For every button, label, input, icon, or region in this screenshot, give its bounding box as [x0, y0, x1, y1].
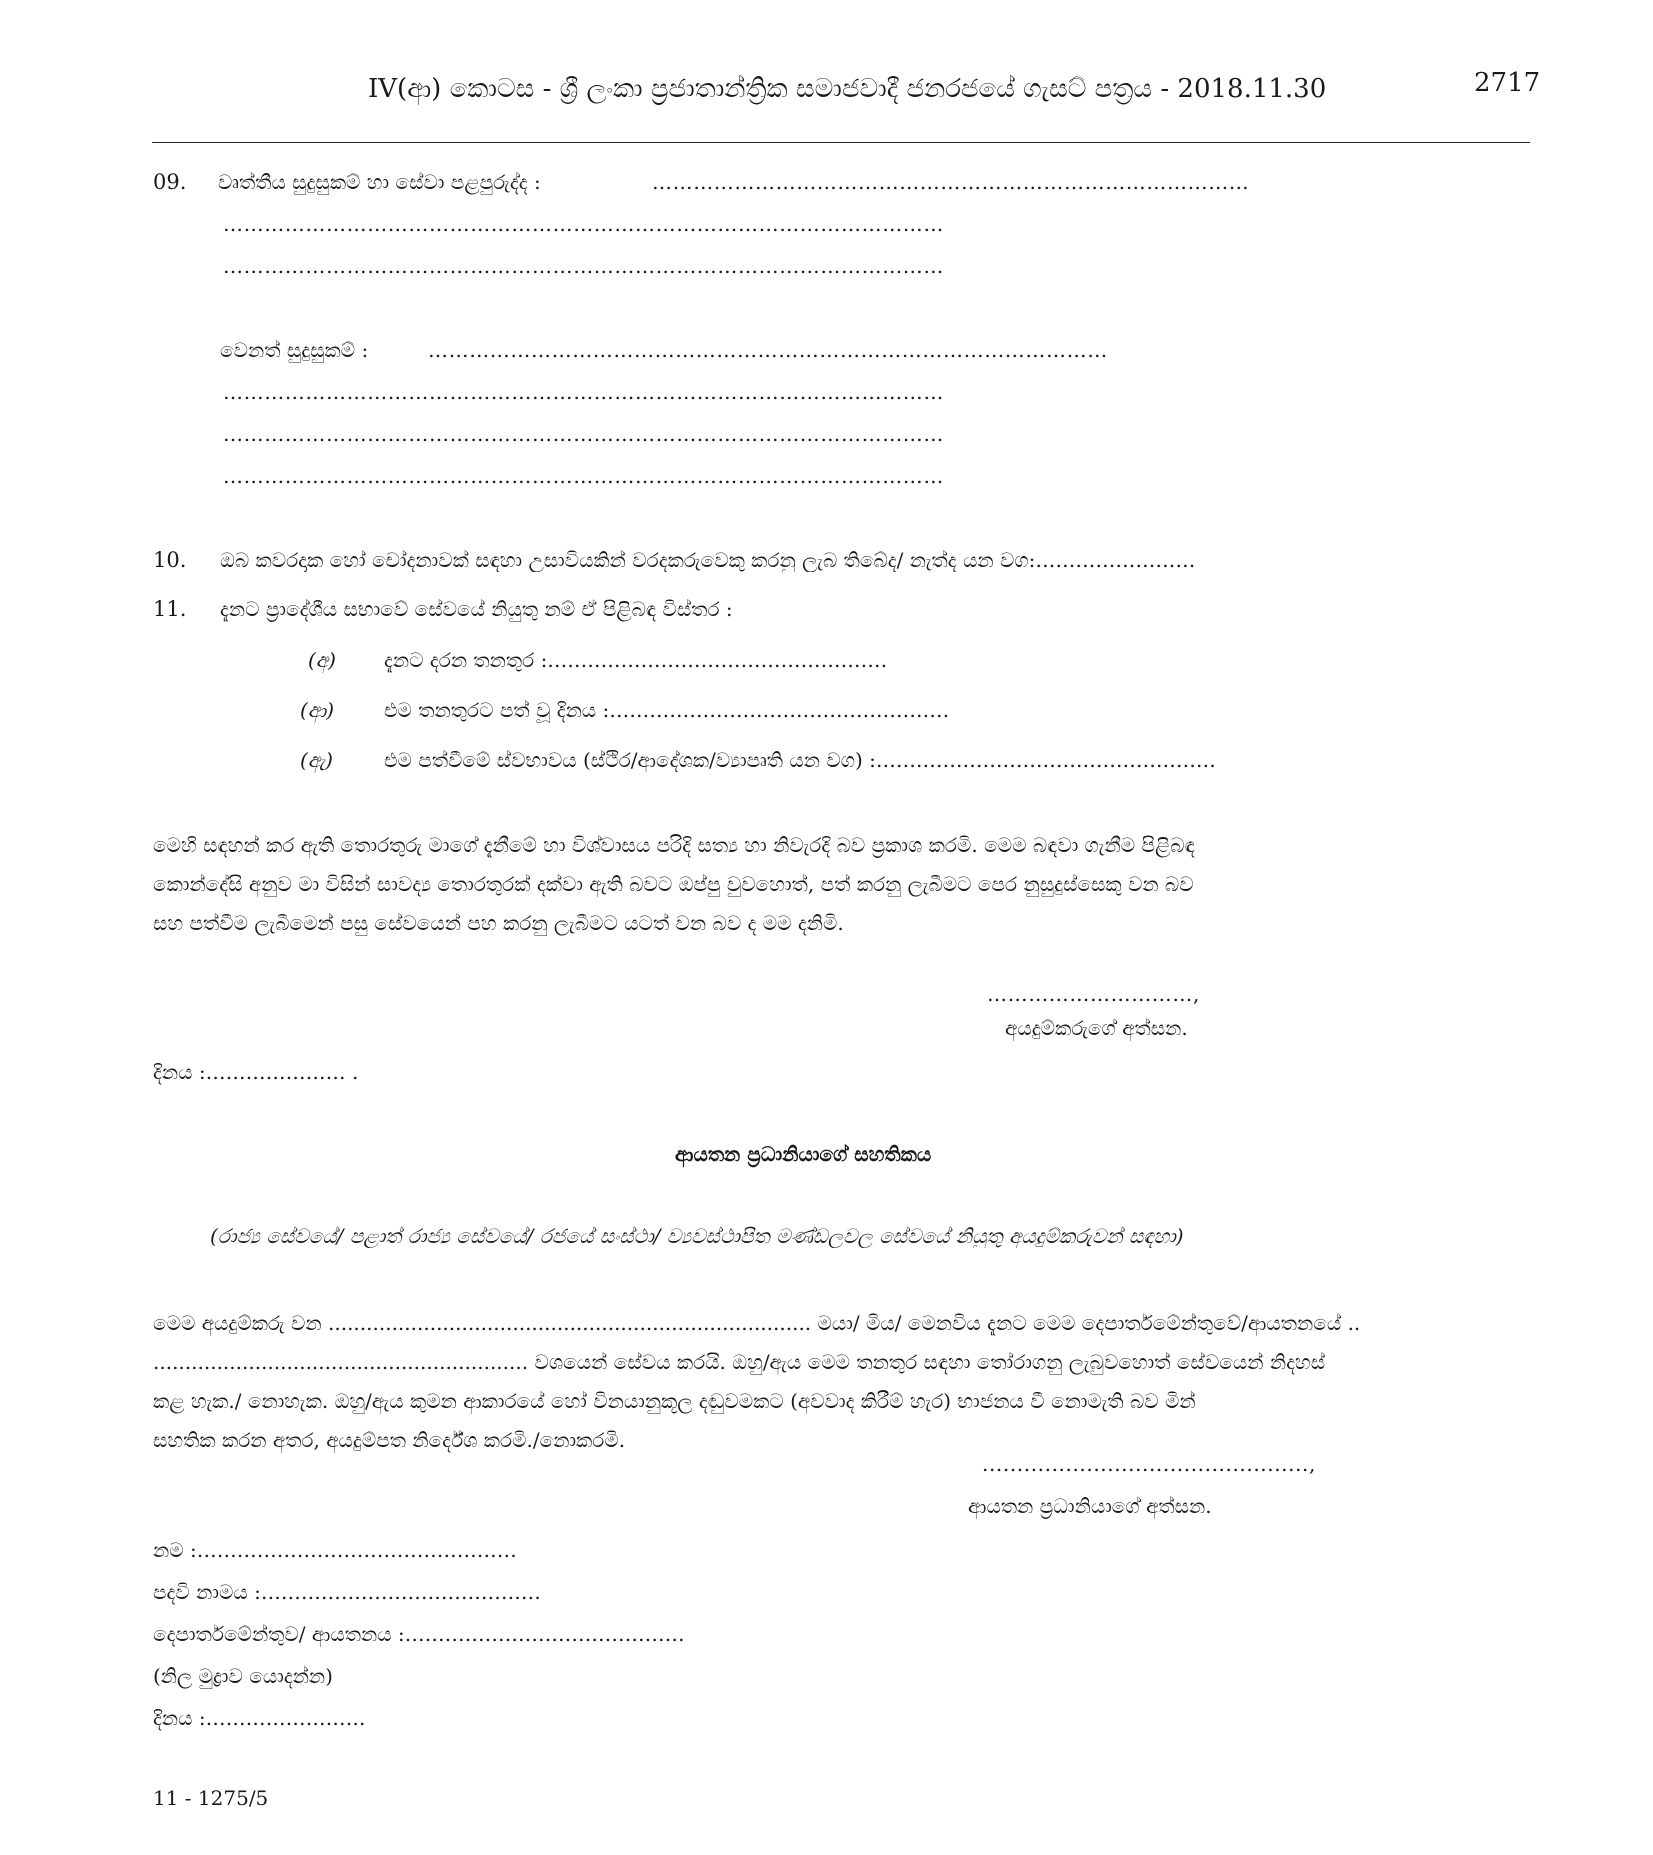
item-10-text: ඔබ කවරදාක හෝ චෝදනාවක් සඳහා උසාවියකින් වරදකරුවෙකු කරනු ලැබ තිබේද/ නැත්ද යන වග:……………………: [220, 548, 1196, 572]
item-11-sub-b-text: එම තනතුරට පත් වූ දිනය :……………………………………………: [384, 698, 950, 722]
certificate-paragraph: [153, 1304, 1531, 1460]
declaration-line: සහ පත්වීම ලැබීමෙන් පසු සේවයෙන් පහ කරනු ලැබීමට යටත් වන බව ද මම දනිමි.: [153, 911, 844, 935]
applicant-signature-dots: …………………………,: [987, 982, 1200, 1006]
certificate-date-field: දිනය :……………………: [153, 1706, 366, 1730]
other-qualifications-dots: ………………………………………………………………………………………: [428, 338, 1108, 362]
head-signature-dots: ...............................................,: [982, 1452, 1316, 1476]
footer-code: 11 - 1275/5: [153, 1786, 269, 1810]
department-field: දෙපාර්තමේන්තුව/ ආයතනය :……………………………………: [153, 1622, 685, 1646]
item-09-line-5: ……………………………………………………………………………………………: [223, 380, 944, 404]
item-09-dots: ……………………………………………………………………………: [652, 170, 1250, 194]
declaration-line: මෙහි සඳහන් කර ඇති තොරතුරු මාගේ දැනීමේ හා විශ්වාසය පරිදි සත්‍ය හා නිවැරදි බව ප්‍රකාශ කරමි. මෙම බඳවා ගැනීම පිළිබඳ: [153, 833, 1195, 857]
head-signature-label: ආයතන ප්‍රධානියාගේ අත්සන.: [968, 1494, 1212, 1518]
applicant-signature-label: අයදුම්කරුගේ අත්සන.: [1005, 1016, 1188, 1040]
item-10-number: 10.: [153, 548, 187, 572]
declaration-paragraph: [153, 826, 1531, 943]
certificate-title: ආයතන ප්‍රධානියාගේ සහතිකය: [675, 1142, 932, 1166]
certificate-line: කළ හැක./ නොහැක. ඔහු/ඇය කුමන ආකාරයේ හෝ විනයානුකූල දඬුවමකට (අවවාද කිරීම් හැර) භාජනය වී නොමැති බව මින්: [153, 1389, 1196, 1413]
applicant-date-field: දිනය :………………… .: [153, 1060, 359, 1084]
declaration-line: කොන්දේසි අනුව මා විසින් සාවද්‍ය තොරතුරක් දක්වා ඇති බවට ඔප්පු වුවහොත්, පත් කරනු ලැබීමට පෙර නුසුදුස්සෙකු වන බව: [153, 872, 1194, 896]
official-seal-note: (නිල මුද්‍රාව යොදන්න): [153, 1664, 333, 1688]
name-field: නම :…………………………………………: [153, 1538, 517, 1562]
page-number: 2717: [1474, 68, 1541, 98]
certificate-line: ........................................................... වශයෙන් සේවය කරයි. ඔහු/ඇය මෙම තනතුර සඳහා තෝරාගනු ලැබුවහොත් සේවයෙන් නිදහස්: [153, 1350, 1326, 1374]
item-09-label: වෘත්තීය සුදුසුකම් හා සේවා පළපුරුද්ද :: [218, 170, 541, 194]
item-11-sub-c-marker: (ඇ): [300, 748, 333, 772]
item-11-sub-a-text: දැනට දරන තනතුර :……………………………………………: [384, 648, 888, 672]
item-11-sub-b-marker: (ආ): [300, 698, 335, 722]
item-09-number: 09.: [153, 170, 187, 194]
item-11-text: දැනට ප්‍රාදේශීය සභාවේ සේවයේ නියුතු නම් ඒ පිළිබඳ විස්තර :: [220, 597, 733, 621]
item-09-line-6: ……………………………………………………………………………………………: [223, 422, 944, 446]
item-09-line-7: ……………………………………………………………………………………………: [223, 464, 944, 488]
item-09-line-3: ……………………………………………………………………………………………: [223, 254, 944, 278]
gazette-header-title: IV(ආ) කොටස - ශ්‍රී ලංකා ප්‍රජාතාන්ත්‍රික සමාජවාදී ජනරජයේ ගැසට් පත්‍රය - 2018.11.30: [368, 74, 1327, 104]
item-09-line-2: ……………………………………………………………………………………………: [223, 212, 944, 236]
certificate-line: මෙම අයදුම්කරු වන ............................................................................ මයා/ මිය/ මෙනවිය දැනට මෙම දෙපාර්තමේන්තුවේ/ආයතනයේ ..: [153, 1311, 1361, 1335]
certificate-subtitle: (රාජ්‍ය සේවයේ/ පළාත් රාජ්‍ය සේවයේ/ රජයේ සංස්ථා/ ව්‍යවස්ථාපිත මණ්ඩලවල සේවයේ නියුතු අයදුම්කරුවන් සඳහා): [210, 1224, 1184, 1248]
designation-field: පදවි නාමය :……………………………………: [153, 1580, 541, 1604]
header-divider: [152, 142, 1530, 143]
item-11-sub-a-marker: (අ): [308, 648, 336, 672]
certificate-line: සහතික කරන අතර, අයදුම්පත නිර්දේශ කරමි./නොකරමි.: [153, 1428, 626, 1452]
other-qualifications-label: වෙනත් සුදුසුකම් :: [220, 338, 369, 362]
item-11-number: 11.: [153, 597, 187, 621]
item-11-sub-c-text: එම පත්වීමේ ස්වභාවය (ස්ථිර/ආදේශක/ව්‍යාපෘති යන වග) :……………………………………………: [384, 748, 1216, 772]
